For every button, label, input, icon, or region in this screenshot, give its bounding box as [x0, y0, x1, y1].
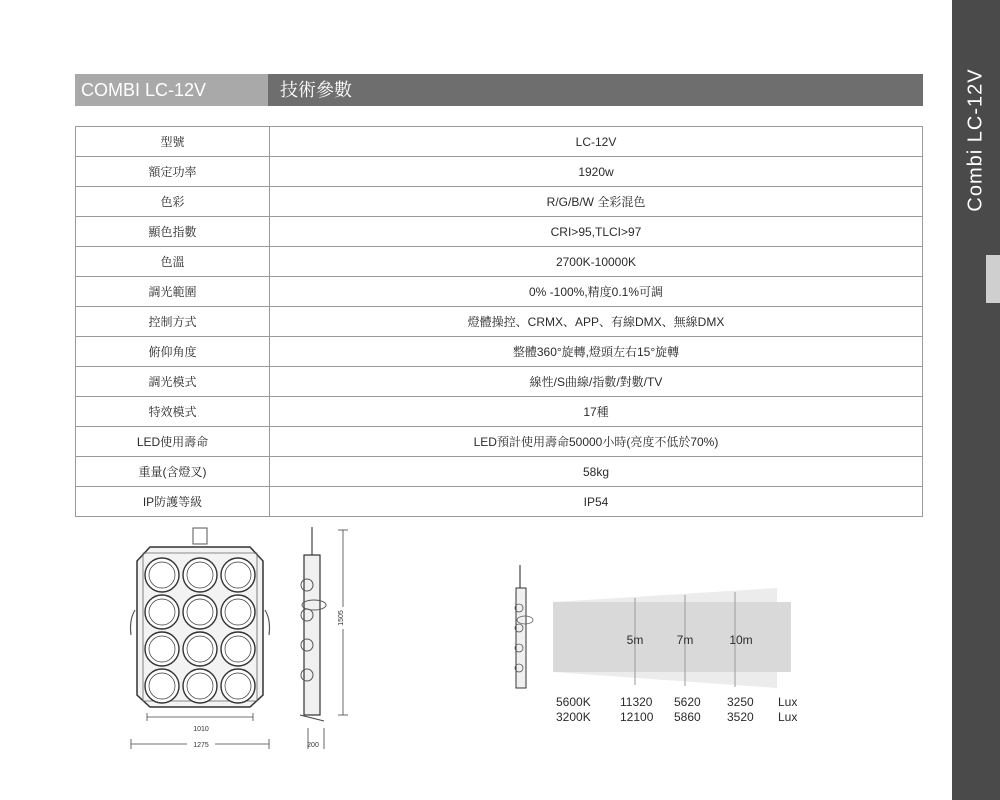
- spec-label: IP防護等級: [76, 487, 270, 517]
- led-module: [183, 669, 217, 703]
- led-module: [183, 558, 217, 592]
- spec-label: 調光模式: [76, 367, 270, 397]
- table-row: [76, 247, 923, 277]
- beam-diagram: [505, 560, 805, 695]
- spec-label: 控制方式: [76, 307, 270, 337]
- spec-label: 俯仰角度: [76, 337, 270, 367]
- led-module: [145, 595, 179, 629]
- front-view-drawing: [125, 525, 275, 755]
- spec-label: 色彩: [76, 187, 270, 217]
- lux-unit: Lux: [778, 710, 798, 724]
- spec-table: [75, 126, 923, 517]
- led-module: [221, 632, 255, 666]
- sidebar-tab-marker: [986, 255, 1000, 303]
- spec-label: 特效模式: [76, 397, 270, 427]
- table-row: [76, 217, 923, 247]
- table-row: [76, 337, 923, 367]
- table-row: [76, 427, 923, 457]
- cct-label: 3200K: [556, 710, 591, 724]
- lux-value: 3520: [727, 710, 754, 724]
- table-row: [76, 397, 923, 427]
- outer-width-label: 1275: [193, 742, 209, 749]
- spec-value: 17種: [270, 397, 923, 427]
- led-module: [145, 669, 179, 703]
- spec-value: LED預計使用壽命50000小時(亮度不低於70%): [270, 427, 923, 457]
- lux-value: 11320: [620, 695, 653, 709]
- depth-label: 200: [307, 742, 319, 749]
- spec-label: LED使用壽命: [76, 427, 270, 457]
- inner-width-label: 1010: [193, 726, 209, 733]
- spec-label: 調光範圍: [76, 277, 270, 307]
- height-label: 1505: [338, 610, 345, 626]
- spec-value: LC-12V: [270, 127, 923, 157]
- table-row: [76, 127, 923, 157]
- sidebar: [952, 0, 1000, 800]
- led-module: [145, 558, 179, 592]
- spec-value: 整體360°旋轉,燈頭左右15°旋轉: [270, 337, 923, 367]
- spec-label: 額定功率: [76, 157, 270, 187]
- sidebar-title: Combi LC-12V: [964, 68, 987, 212]
- table-row: [76, 277, 923, 307]
- table-row: [76, 457, 923, 487]
- lux-value: 5620: [674, 695, 701, 709]
- lux-value: 12100: [620, 710, 654, 724]
- led-module: [221, 595, 255, 629]
- spec-label: 顯色指數: [76, 217, 270, 247]
- spec-label: 型號: [76, 127, 270, 157]
- spec-value: 1920w: [270, 157, 923, 187]
- cct-label: 5600K: [556, 695, 591, 709]
- table-row: [76, 487, 923, 517]
- lux-value: 5860: [674, 710, 701, 724]
- spec-value: 燈體操控、CRMX、APP、有線DMX、無線DMX: [270, 307, 923, 337]
- spec-value: 2700K-10000K: [270, 247, 923, 277]
- lux-value: 3250: [727, 695, 754, 709]
- section-header: [75, 74, 923, 106]
- side-view-drawing: [290, 525, 360, 755]
- spec-value: CRI>95,TLCI>97: [270, 217, 923, 247]
- spec-value: R/G/B/W 全彩混色: [270, 187, 923, 217]
- distance-label: 10m: [729, 633, 753, 647]
- spec-label: 色溫: [76, 247, 270, 277]
- spec-label: 重量(含燈叉): [76, 457, 270, 487]
- spec-value: 0% -100%,精度0.1%可調: [270, 277, 923, 307]
- section-title: 技術參數: [268, 74, 923, 106]
- led-module: [183, 632, 217, 666]
- table-row: [76, 187, 923, 217]
- led-module: [145, 632, 179, 666]
- distance-label: 5m: [626, 633, 644, 647]
- led-module: [221, 669, 255, 703]
- model-title: COMBI LC-12V: [75, 74, 268, 106]
- spec-value: 58kg: [270, 457, 923, 487]
- led-module: [183, 595, 217, 629]
- table-row: [76, 307, 923, 337]
- table-row: [76, 367, 923, 397]
- table-row: [76, 157, 923, 187]
- spec-value: 線性/S曲線/指數/對數/TV: [270, 367, 923, 397]
- led-module: [221, 558, 255, 592]
- spec-value: IP54: [270, 487, 923, 517]
- lux-unit: Lux: [778, 695, 798, 709]
- distance-label: 7m: [676, 633, 694, 647]
